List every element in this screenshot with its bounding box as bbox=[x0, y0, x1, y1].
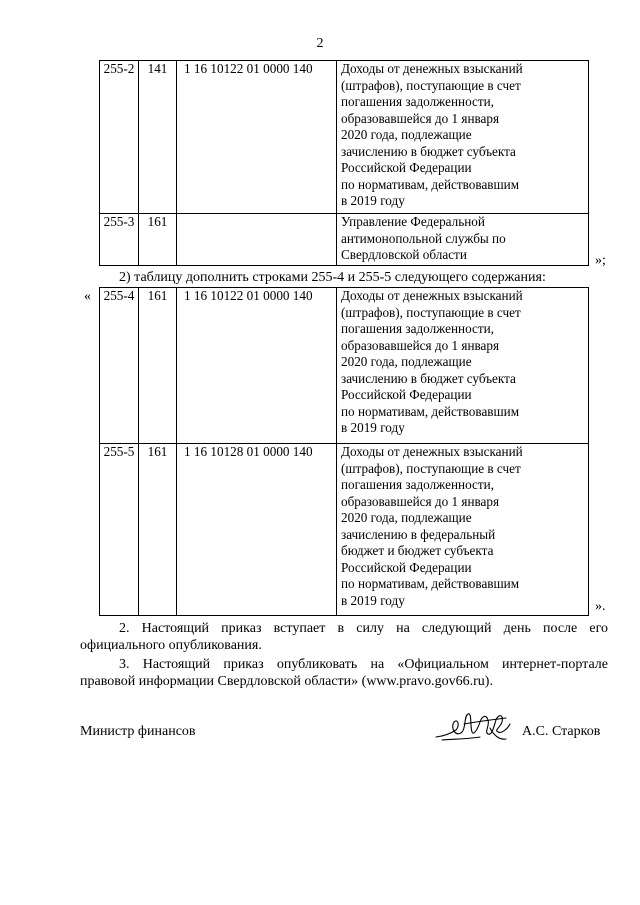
admin-code-cell: 161 bbox=[139, 288, 177, 444]
description-line: зачислению в бюджет субъекта bbox=[341, 370, 516, 386]
paragraph-3-line-2: правовой информации Свердловской области» (www.pravo.gov66.ru). bbox=[80, 674, 493, 689]
description-line: Доходы от денежных взысканий bbox=[341, 444, 523, 459]
row-number-cell: 255-4 bbox=[100, 288, 139, 444]
closing-quote: ». bbox=[595, 599, 606, 614]
kbk-code-cell: 1 16 10122 01 0000 140 bbox=[177, 61, 337, 214]
description-line: образовавшейся до 1 января bbox=[341, 493, 500, 509]
paragraph-2-line-1: 2. Настоящий приказ вступает в силу на следующий день после его bbox=[119, 621, 608, 636]
description-line: (штрафов), поступающие в счет bbox=[341, 460, 521, 476]
description-line: по нормативам, действовавшим bbox=[341, 403, 520, 419]
description-line: погашения задолженности, bbox=[341, 94, 494, 109]
description-line: Доходы от денежных взысканий bbox=[341, 288, 523, 303]
description-line: зачислению в бюджет субъекта bbox=[341, 143, 516, 159]
description-line: образовавшейся до 1 января bbox=[341, 337, 500, 353]
description-cell bbox=[337, 288, 589, 444]
closing-quote: »; bbox=[595, 253, 606, 268]
description-cell bbox=[337, 214, 589, 266]
description-cell bbox=[337, 61, 589, 214]
description-line: зачислению в федеральный bbox=[341, 526, 496, 542]
admin-code-cell: 141 bbox=[139, 61, 177, 214]
opening-quote: « bbox=[84, 289, 91, 304]
description-line: погашения задолженности, bbox=[341, 321, 494, 336]
budget-codes-table-additions bbox=[99, 287, 589, 616]
description-line: 2020 года, подлежащие bbox=[341, 354, 472, 369]
description-line: 2020 года, подлежащие bbox=[341, 127, 472, 142]
kbk-code-cell: 1 16 10122 01 0000 140 bbox=[177, 288, 337, 444]
description-line: Российской Федерации bbox=[341, 559, 472, 575]
table-row bbox=[100, 214, 589, 266]
kbk-code-cell bbox=[177, 214, 337, 266]
paragraph-3-line-1: 3. Настоящий приказ опубликовать на «Официальном интернет-портале bbox=[119, 657, 608, 672]
table-row bbox=[100, 61, 589, 214]
description-line: по нормативам, действовавшим bbox=[341, 176, 520, 192]
budget-codes-table-continued bbox=[99, 60, 589, 266]
table-row bbox=[100, 444, 589, 616]
row-number-cell: 255-5 bbox=[100, 444, 139, 616]
paragraph-2-line-2: официального опубликования. bbox=[80, 638, 262, 653]
description-line: Российской Федерации bbox=[341, 387, 472, 402]
row-number-cell: 255-2 bbox=[100, 61, 139, 214]
description-line: Свердловской области bbox=[341, 247, 467, 262]
description-line: по нормативам, действовавшим bbox=[341, 576, 520, 591]
item-2-text: 2) таблицу дополнить строками 255-4 и 255-5 следующего содержания: bbox=[119, 270, 546, 285]
admin-code-cell: 161 bbox=[139, 214, 177, 266]
description-line: бюджет и бюджет субъекта bbox=[341, 543, 494, 558]
description-line: в 2019 году bbox=[341, 193, 405, 208]
description-line: в 2019 году bbox=[341, 592, 405, 608]
description-line: Доходы от денежных взысканий bbox=[341, 61, 523, 76]
signatory-name: А.С. Старков bbox=[522, 724, 601, 739]
description-line: антимонопольной службы по bbox=[341, 230, 506, 246]
description-line: (штрафов), поступающие в счет bbox=[341, 77, 521, 93]
description-line: образовавшейся до 1 января bbox=[341, 110, 500, 126]
handwritten-signature bbox=[434, 706, 516, 744]
description-line: погашения задолженности, bbox=[341, 477, 494, 492]
page-number: 2 bbox=[316, 36, 324, 51]
row-number-cell: 255-3 bbox=[100, 214, 139, 266]
table-row bbox=[100, 288, 589, 444]
description-line: 2020 года, подлежащие bbox=[341, 510, 472, 525]
description-line: Российской Федерации bbox=[341, 160, 472, 175]
signatory-position: Министр финансов bbox=[80, 724, 196, 739]
admin-code-cell: 161 bbox=[139, 444, 177, 616]
description-line: в 2019 году bbox=[341, 420, 405, 435]
description-line: Управление Федеральной bbox=[341, 214, 485, 229]
description-line: (штрафов), поступающие в счет bbox=[341, 304, 521, 320]
kbk-code-cell: 1 16 10128 01 0000 140 bbox=[177, 444, 337, 616]
description-cell bbox=[337, 444, 589, 616]
